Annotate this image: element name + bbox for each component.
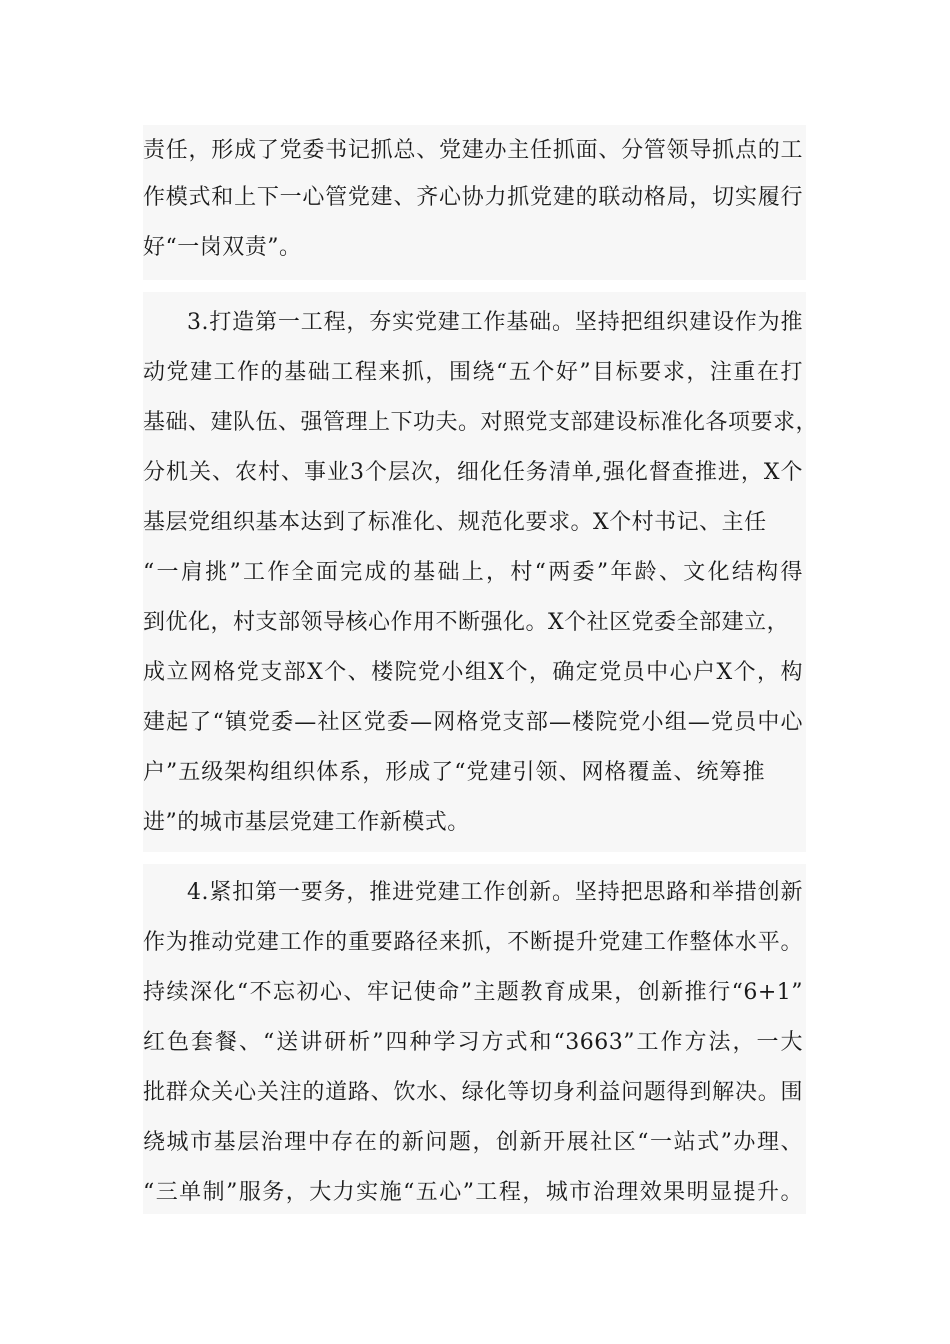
text-line: 持续深化“不忘初心、牢记使命”主题教育成果，创新推行“6+1” bbox=[143, 980, 803, 1005]
text-line: 成立网格党支部X个、楼院党小组X个，确定党员中心户X个，构 bbox=[143, 660, 803, 685]
text-line: 作模式和上下一心管党建、齐心协力抓党建的联动格局，切实履行 bbox=[143, 185, 803, 210]
text-line: 4.紧扣第一要务，推进党建工作创新。坚持把思路和举措创新 bbox=[187, 880, 803, 905]
text-line: 基础、建队伍、强管理上下功夫。对照党支部建设标准化各项要求， bbox=[143, 410, 819, 435]
text-line: 进”的城市基层党建工作新模式。 bbox=[143, 810, 470, 835]
text-line: 动党建工作的基础工程来抓，围绕“五个好”目标要求，注重在打 bbox=[143, 360, 803, 385]
text-line: 分机关、农村、事业3个层次，细化任务清单,强化督查推进，X个 bbox=[143, 460, 803, 485]
paragraph-1 bbox=[143, 125, 806, 280]
text-line: 红色套餐、“送讲研析”四种学习方式和“3663”工作方法，一大 bbox=[143, 1030, 803, 1055]
text-line: 责任，形成了党委书记抓总、党建办主任抓面、分管领导抓点的工 bbox=[143, 138, 803, 163]
text-line: 基层党组织基本达到了标准化、规范化要求。X个村书记、主任 bbox=[143, 510, 767, 535]
text-line: 到优化，村支部领导核心作用不断强化。X个社区党委全部建立， bbox=[143, 610, 790, 635]
text-line: 户”五级架构组织体系，形成了“党建引领、网格覆盖、统筹推 bbox=[143, 760, 765, 785]
text-line: 3.打造第一工程，夯实党建工作基础。坚持把组织建设作为推 bbox=[187, 310, 803, 335]
text-line: 绕城市基层治理中存在的新问题，创新开展社区“一站式”办理、 bbox=[143, 1130, 803, 1155]
text-line: 好“一岗双责”。 bbox=[143, 235, 302, 260]
text-line: “一肩挑”工作全面完成的基础上，村“两委”年龄、文化结构得 bbox=[143, 560, 803, 585]
paragraph-2 bbox=[143, 292, 819, 852]
text-line: 建起了“镇党委—社区党委—网格党支部—楼院党小组—党员中心 bbox=[143, 710, 803, 735]
paragraph-3 bbox=[143, 864, 806, 1214]
text-line: “三单制”服务，大力实施“五心”工程，城市治理效果明显提升。 bbox=[143, 1180, 803, 1205]
text-line: 作为推动党建工作的重要路径来抓，不断提升党建工作整体水平。 bbox=[143, 930, 803, 955]
text-line: 批群众关心关注的道路、饮水、绿化等切身利益问题得到解决。围 bbox=[143, 1080, 803, 1105]
